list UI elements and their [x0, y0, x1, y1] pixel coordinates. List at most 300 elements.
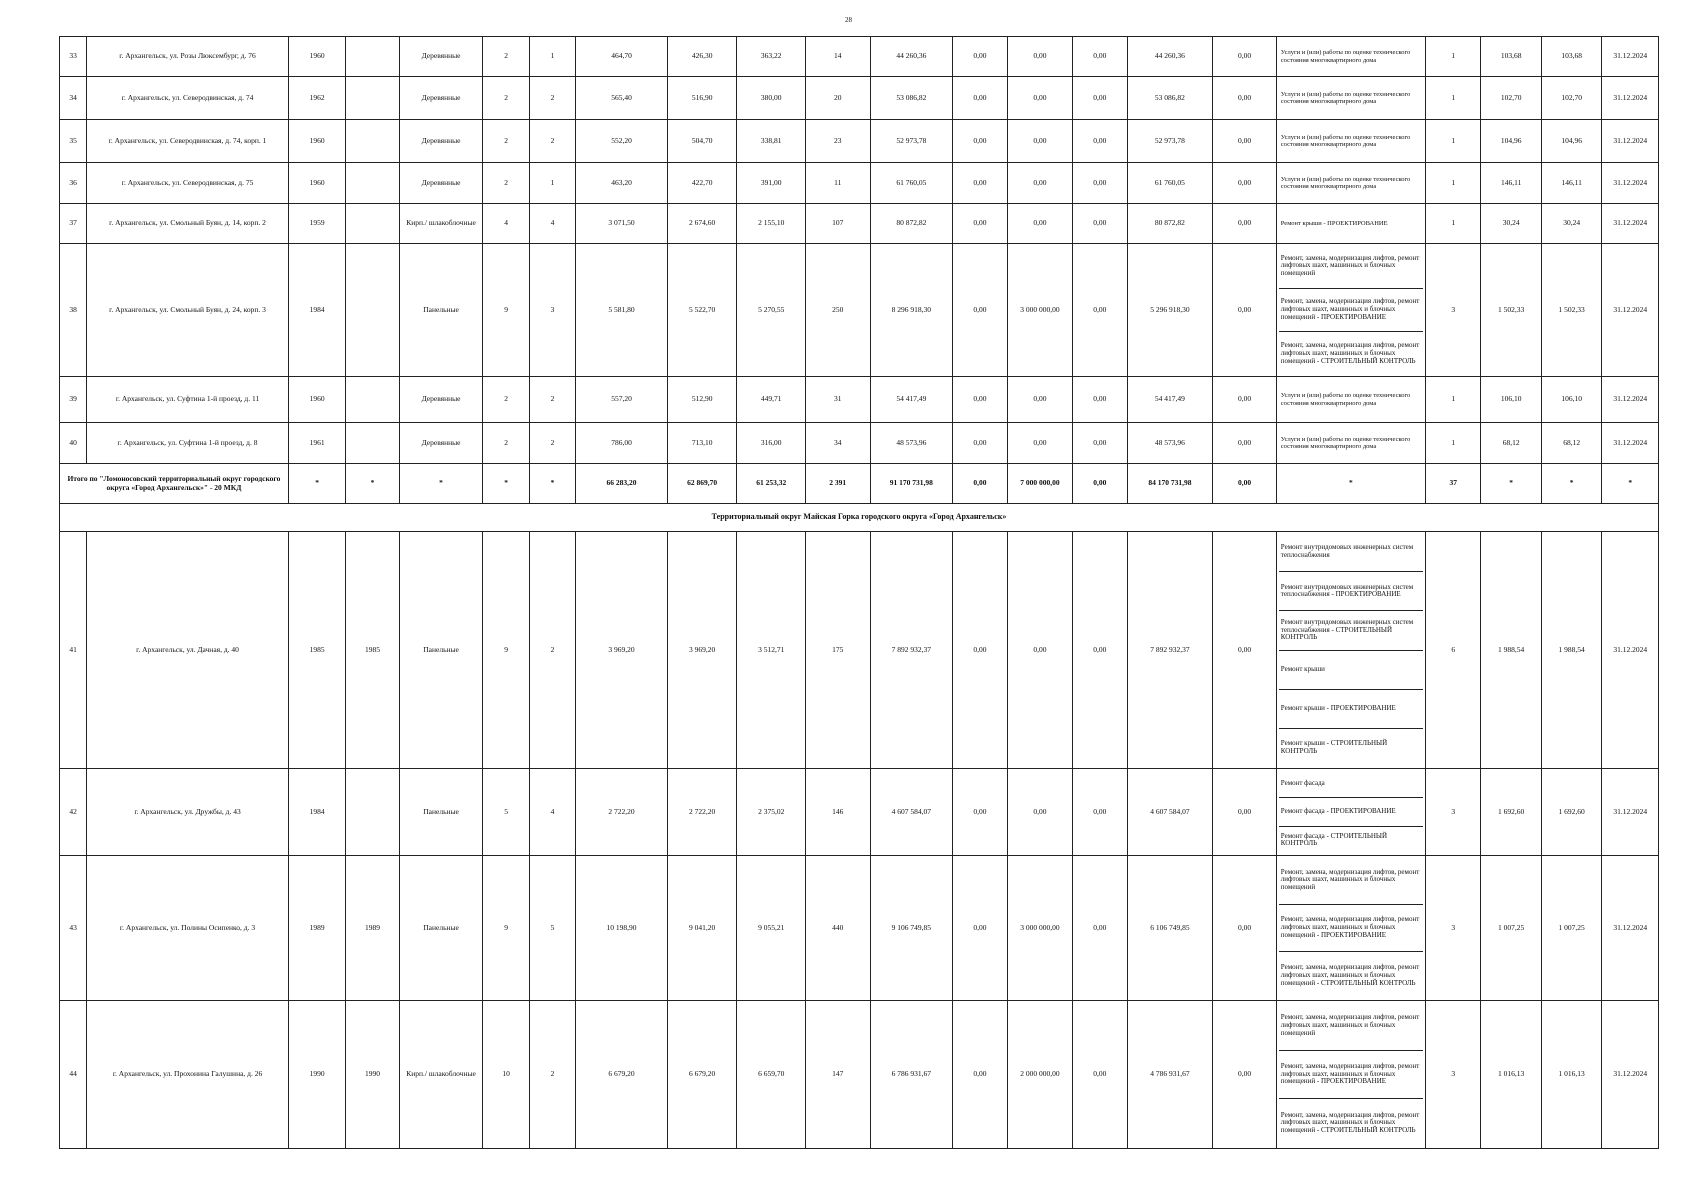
cell-deadline: 31.12.2024: [1602, 163, 1659, 204]
work-item: Услуги и (или) работы по оценке технического состояния многоквартирного дома: [1280, 392, 1411, 407]
total-row: Итого по "Ломоносовский территориальный округ городского округа «Город Архангельск»" - 20 МКД * * * * * 66 283,20 62 869,70 61 253,32 2 391 91 170 731,98 0,00 7 000 000,00 0,00 84 170 731,98 0,00 * 37 * * *: [60, 464, 1659, 504]
cell-deadline: 31.12.2024: [1602, 244, 1659, 377]
table-row: [60, 423, 1659, 464]
cell-fund-fed: 0,00: [953, 120, 1007, 163]
cell-fund-fed: 0,00: [953, 1001, 1007, 1149]
cell-entrances: 4: [529, 204, 575, 244]
cell-residents: 175: [805, 532, 870, 769]
cell-fund-reg: 0,00: [1007, 204, 1073, 244]
cell-area-premises: 5 522,70: [667, 244, 737, 377]
cell-works-count: 1: [1425, 37, 1480, 77]
work-item: Услуги и (или) работы по оценке технического состояния многоквартирного дома: [1280, 175, 1411, 190]
cell-walls: Панельные: [399, 244, 483, 377]
cell-fund-loc: 0,00: [1073, 77, 1127, 120]
cell-works-count: 1: [1425, 163, 1480, 204]
cell-year-reconstr: [346, 77, 399, 120]
cell-fund-other: 0,00: [1213, 1001, 1277, 1149]
cell-year-built: 1989: [288, 856, 345, 1001]
cell-address: г. Архангельск, ул. Дачная, д. 40: [87, 532, 289, 769]
cell-year-reconstr: 1989: [346, 856, 399, 1001]
cell-floors: 5: [483, 769, 529, 856]
cell-walls: Деревянные: [399, 163, 483, 204]
cell-max-cost: 1 988,54: [1541, 532, 1601, 769]
cell-fund-reg: 0,00: [1007, 423, 1073, 464]
cell-entrances: 1: [529, 37, 575, 77]
cell-fund-reg: 0,00: [1007, 120, 1073, 163]
cell-year-reconstr: [346, 769, 399, 856]
cell-floors: 10: [483, 1001, 529, 1149]
cell-fund-fed: 0,00: [953, 77, 1007, 120]
work-item: Ремонт, замена, модернизация лифтов, ремонт лифтовых шахт, машинных и блочных помещений - СТРОИТЕЛЬНЫЙ КОНТРОЛЬ: [1279, 951, 1423, 999]
cell-max-cost: 102,70: [1541, 77, 1601, 120]
work-item: Ремонт, замена, модернизация лифтов, ремонт лифтовых шахт, машинных и блочных помещений - СТРОИТЕЛЬНЫЙ КОНТРОЛЬ: [1279, 331, 1423, 375]
cell-n: 34: [60, 77, 87, 120]
cell-fund-loc: 0,00: [1073, 37, 1127, 77]
total-label: Итого по "Ломоносовский территориальный округ городского округа «Город Архангельск»" - 20 МКД: [60, 464, 289, 504]
work-item: Ремонт внутридомовых инженерных систем теплоснабжения: [1280, 543, 1414, 560]
cell-unit-cost: 103,68: [1481, 37, 1541, 77]
works-list: [1276, 423, 1425, 464]
work-item: Услуги и (или) работы по оценке технического состояния многоквартирного дома: [1280, 90, 1411, 105]
cell-fund-reg: 0,00: [1007, 77, 1073, 120]
cell-area-living: 391,00: [737, 163, 806, 204]
cell-deadline: 31.12.2024: [1602, 37, 1659, 77]
cell-works-count: 1: [1425, 120, 1480, 163]
table-row: [60, 377, 1659, 423]
cell-area-living: 6 659,70: [737, 1001, 806, 1149]
cell-walls: Панельные: [399, 532, 483, 769]
cell-floors: 2: [483, 163, 529, 204]
cell-year-built: 1960: [288, 37, 345, 77]
cell-address: г. Архангельск, ул. Прохонина Галушина, д. 26: [87, 1001, 289, 1149]
cell-cost-total: 52 973,78: [870, 120, 953, 163]
work-item: Ремонт фасада: [1280, 778, 1325, 787]
cell-walls: Деревянные: [399, 120, 483, 163]
cell-residents: 11: [805, 163, 870, 204]
cell-area-total: 552,20: [576, 120, 668, 163]
cell-area-total: 6 679,20: [576, 1001, 668, 1149]
cell-address: г. Архангельск, ул. Суфтина 1-й проезд, д. 8: [87, 423, 289, 464]
cell-year-built: 1984: [288, 769, 345, 856]
cell-year-built: 1962: [288, 77, 345, 120]
cell-deadline: 31.12.2024: [1602, 120, 1659, 163]
cell-works-count: 3: [1425, 856, 1480, 1001]
cell-residents: 31: [805, 377, 870, 423]
cell-unit-cost: 146,11: [1481, 163, 1541, 204]
cell-year-built: 1960: [288, 377, 345, 423]
cell-walls: Деревянные: [399, 37, 483, 77]
cell-fund-other: 0,00: [1213, 532, 1277, 769]
cell-area-premises: 2 722,20: [667, 769, 737, 856]
cell-year-reconstr: [346, 163, 399, 204]
cell-n: 42: [60, 769, 87, 856]
cell-year-reconstr: 1985: [346, 532, 399, 769]
cell-area-total: 3 071,50: [576, 204, 668, 244]
cell-cost-total: 44 260,36: [870, 37, 953, 77]
work-item: Ремонт внутридомовых инженерных систем теплоснабжения - ПРОЕКТИРОВАНИЕ: [1279, 571, 1423, 610]
cell-address: г. Архангельск, ул. Смольный Буян, д. 24, корп. 3: [87, 244, 289, 377]
cell-walls: Панельные: [399, 769, 483, 856]
cell-fund-fed: 0,00: [953, 769, 1007, 856]
table-row: [60, 77, 1659, 120]
work-item: Услуги и (или) работы по оценке технического состояния многоквартирного дома: [1280, 49, 1411, 64]
cell-fund-loc: 0,00: [1073, 163, 1127, 204]
cell-works-count: 1: [1425, 377, 1480, 423]
cell-walls: Кирп./ шлакоблочные: [399, 1001, 483, 1149]
cell-fund-fed: 0,00: [953, 856, 1007, 1001]
table-row: [60, 204, 1659, 244]
cell-unit-cost: 30,24: [1481, 204, 1541, 244]
cell-fund-owners: 48 573,96: [1127, 423, 1213, 464]
cell-residents: 250: [805, 244, 870, 377]
cell-cost-total: 53 086,82: [870, 77, 953, 120]
cell-n: 37: [60, 204, 87, 244]
cell-walls: Деревянные: [399, 77, 483, 120]
cell-floors: 9: [483, 244, 529, 377]
cell-fund-reg: 0,00: [1007, 37, 1073, 77]
cell-fund-loc: 0,00: [1073, 120, 1127, 163]
cell-area-premises: 516,90: [667, 77, 737, 120]
cell-area-living: 9 055,21: [737, 856, 806, 1001]
cell-unit-cost: 102,70: [1481, 77, 1541, 120]
cell-area-living: 2 155,10: [737, 204, 806, 244]
cell-cost-total: 6 786 931,67: [870, 1001, 953, 1149]
cell-max-cost: 1 016,13: [1541, 1001, 1601, 1149]
work-item: Ремонт, замена, модернизация лифтов, ремонт лифтовых шахт, машинных и блочных помещений - ПРОЕКТИРОВАНИЕ: [1279, 1050, 1423, 1099]
cell-floors: 2: [483, 423, 529, 464]
cell-works-count: 1: [1425, 77, 1480, 120]
cell-fund-other: 0,00: [1213, 856, 1277, 1001]
cell-fund-owners: 4 607 584,07: [1127, 769, 1213, 856]
cell-address: г. Архангельск, ул. Суфтина 1-й проезд, д. 11: [87, 377, 289, 423]
works-list: [1276, 377, 1425, 423]
cell-area-premises: 6 679,20: [667, 1001, 737, 1149]
table-row: [60, 769, 1659, 856]
cell-walls: Кирп./ шлакоблочные: [399, 204, 483, 244]
cell-area-living: 316,00: [737, 423, 806, 464]
cell-n: 43: [60, 856, 87, 1001]
cell-area-living: 2 375,02: [737, 769, 806, 856]
work-item: Услуги и (или) работы по оценке технического состояния многоквартирного дома: [1280, 435, 1411, 450]
cell-area-total: 557,20: [576, 377, 668, 423]
cell-fund-fed: 0,00: [953, 532, 1007, 769]
cell-fund-owners: 61 760,05: [1127, 163, 1213, 204]
work-item: Ремонт внутридомовых инженерных систем теплоснабжения - СТРОИТЕЛЬНЫЙ КОНТРОЛЬ: [1279, 610, 1423, 649]
total-area-premises: 62 869,70: [667, 464, 737, 504]
cell-address: г. Архангельск, ул. Северодвинская, д. 74, корп. 1: [87, 120, 289, 163]
cell-area-premises: 3 969,20: [667, 532, 737, 769]
cell-area-living: 5 270,55: [737, 244, 806, 377]
cell-fund-fed: 0,00: [953, 163, 1007, 204]
cell-n: 36: [60, 163, 87, 204]
cell-residents: 107: [805, 204, 870, 244]
cell-cost-total: 61 760,05: [870, 163, 953, 204]
cell-floors: 2: [483, 37, 529, 77]
cell-n: 38: [60, 244, 87, 377]
cell-fund-owners: 80 872,82: [1127, 204, 1213, 244]
cell-fund-other: 0,00: [1213, 77, 1277, 120]
table-row: [60, 856, 1659, 1001]
cell-year-built: 1959: [288, 204, 345, 244]
cell-area-premises: 504,70: [667, 120, 737, 163]
table-row: [60, 1001, 1659, 1149]
cell-cost-total: 4 607 584,07: [870, 769, 953, 856]
cell-works-count: 3: [1425, 1001, 1480, 1149]
work-item: Ремонт крыши - ПРОЕКТИРОВАНИЕ: [1279, 689, 1423, 728]
work-item: Ремонт, замена, модернизация лифтов, ремонт лифтовых шахт, машинных и блочных помещений: [1280, 867, 1420, 892]
cell-unit-cost: 1 502,33: [1481, 244, 1541, 377]
cell-n: 33: [60, 37, 87, 77]
cell-n: 40: [60, 423, 87, 464]
works-list: [1276, 37, 1425, 77]
cell-fund-loc: 0,00: [1073, 532, 1127, 769]
cell-deadline: 31.12.2024: [1602, 377, 1659, 423]
cell-fund-loc: 0,00: [1073, 423, 1127, 464]
cell-unit-cost: 1 988,54: [1481, 532, 1541, 769]
cell-works-count: 1: [1425, 204, 1480, 244]
cell-fund-other: 0,00: [1213, 120, 1277, 163]
cell-deadline: 31.12.2024: [1602, 1001, 1659, 1149]
section-header-row: [60, 504, 1659, 532]
cell-max-cost: 30,24: [1541, 204, 1601, 244]
cell-max-cost: 106,10: [1541, 377, 1601, 423]
cell-walls: Панельные: [399, 856, 483, 1001]
cell-unit-cost: 1 007,25: [1481, 856, 1541, 1001]
section-title: Территориальный округ Майская Горка городского округа «Город Архангельск»: [60, 504, 1659, 532]
cell-year-reconstr: [346, 244, 399, 377]
cell-cost-total: 80 872,82: [870, 204, 953, 244]
cell-area-total: 2 722,20: [576, 769, 668, 856]
cell-cost-total: 8 296 918,30: [870, 244, 953, 377]
total-cost: 91 170 731,98: [870, 464, 953, 504]
cell-address: г. Архангельск, ул. Северодвинская, д. 75: [87, 163, 289, 204]
cell-n: 35: [60, 120, 87, 163]
total-works-count: 37: [1425, 464, 1480, 504]
capital-repair-register-table: [59, 36, 1659, 1149]
cell-area-premises: 426,30: [667, 37, 737, 77]
table-row: [60, 120, 1659, 163]
cell-entrances: 2: [529, 120, 575, 163]
cell-fund-other: 0,00: [1213, 37, 1277, 77]
cell-works-count: 1: [1425, 423, 1480, 464]
works-list: [1276, 163, 1425, 204]
work-item: Ремонт крыши - ПРОЕКТИРОВАНИЕ: [1280, 219, 1388, 227]
cell-year-reconstr: [346, 120, 399, 163]
cell-fund-reg: 0,00: [1007, 377, 1073, 423]
cell-residents: 146: [805, 769, 870, 856]
cell-max-cost: 1 502,33: [1541, 244, 1601, 377]
cell-year-reconstr: [346, 37, 399, 77]
cell-cost-total: 48 573,96: [870, 423, 953, 464]
work-item: Ремонт, замена, модернизация лифтов, ремонт лифтовых шахт, машинных и блочных помещений - ПРОЕКТИРОВАНИЕ: [1279, 904, 1423, 952]
works-list: [1276, 1001, 1425, 1149]
cell-entrances: 2: [529, 77, 575, 120]
cell-fund-owners: 53 086,82: [1127, 77, 1213, 120]
cell-fund-loc: 0,00: [1073, 856, 1127, 1001]
cell-fund-other: 0,00: [1213, 377, 1277, 423]
cell-year-reconstr: [346, 377, 399, 423]
cell-address: г. Архангельск, ул. Дружбы, д. 43: [87, 769, 289, 856]
cell-year-reconstr: [346, 204, 399, 244]
cell-area-premises: 713,10: [667, 423, 737, 464]
cell-area-living: 449,71: [737, 377, 806, 423]
works-list: [1276, 120, 1425, 163]
cell-fund-owners: 6 106 749,85: [1127, 856, 1213, 1001]
cell-fund-reg: 3 000 000,00: [1007, 856, 1073, 1001]
cell-year-built: 1960: [288, 163, 345, 204]
cell-deadline: 31.12.2024: [1602, 423, 1659, 464]
works-list: [1276, 856, 1425, 1001]
work-item: Ремонт, замена, модернизация лифтов, ремонт лифтовых шахт, машинных и блочных помещений - СТРОИТЕЛЬНЫЙ КОНТРОЛЬ: [1279, 1098, 1423, 1147]
cell-fund-other: 0,00: [1213, 204, 1277, 244]
cell-n: 39: [60, 377, 87, 423]
cell-fund-other: 0,00: [1213, 163, 1277, 204]
cell-area-living: 363,22: [737, 37, 806, 77]
cell-fund-loc: 0,00: [1073, 769, 1127, 856]
cell-fund-fed: 0,00: [953, 377, 1007, 423]
cell-entrances: 1: [529, 163, 575, 204]
cell-area-premises: 9 041,20: [667, 856, 737, 1001]
cell-works-count: 3: [1425, 244, 1480, 377]
cell-area-total: 3 969,20: [576, 532, 668, 769]
cell-year-built: 1990: [288, 1001, 345, 1149]
cell-fund-owners: 7 892 932,37: [1127, 532, 1213, 769]
cell-year-built: 1984: [288, 244, 345, 377]
works-list: [1276, 769, 1425, 856]
cell-fund-fed: 0,00: [953, 244, 1007, 377]
cell-n: 41: [60, 532, 87, 769]
cell-year-built: 1960: [288, 120, 345, 163]
work-item: Ремонт, замена, модернизация лифтов, ремонт лифтовых шахт, машинных и блочных помещений: [1280, 1013, 1420, 1037]
cell-area-premises: 422,70: [667, 163, 737, 204]
cell-fund-fed: 0,00: [953, 423, 1007, 464]
cell-max-cost: 1 007,25: [1541, 856, 1601, 1001]
cell-walls: Деревянные: [399, 423, 483, 464]
cell-year-reconstr: 1990: [346, 1001, 399, 1149]
cell-fund-owners: 44 260,36: [1127, 37, 1213, 77]
cell-year-built: 1961: [288, 423, 345, 464]
cell-area-living: 3 512,71: [737, 532, 806, 769]
work-item: Ремонт крыши: [1279, 650, 1423, 689]
cell-fund-reg: 0,00: [1007, 769, 1073, 856]
cell-entrances: 2: [529, 377, 575, 423]
cell-entrances: 3: [529, 244, 575, 377]
cell-max-cost: 146,11: [1541, 163, 1601, 204]
cell-entrances: 2: [529, 423, 575, 464]
cell-fund-reg: 3 000 000,00: [1007, 244, 1073, 377]
work-item: Ремонт фасада - ПРОЕКТИРОВАНИЕ: [1279, 797, 1423, 825]
cell-n: 44: [60, 1001, 87, 1149]
work-item: Ремонт крыши - СТРОИТЕЛЬНЫЙ КОНТРОЛЬ: [1279, 728, 1423, 767]
cell-unit-cost: 68,12: [1481, 423, 1541, 464]
cell-floors: 2: [483, 377, 529, 423]
work-item: Услуги и (или) работы по оценке технического состояния многоквартирного дома: [1280, 133, 1411, 148]
cell-area-premises: 2 674,60: [667, 204, 737, 244]
work-item: Ремонт, замена, модернизация лифтов, ремонт лифтовых шахт, машинных и блочных помещений: [1280, 253, 1420, 278]
works-list: [1276, 532, 1425, 769]
table-row: [60, 37, 1659, 77]
cell-residents: 34: [805, 423, 870, 464]
cell-area-total: 5 581,80: [576, 244, 668, 377]
cell-fund-owners: 4 786 931,67: [1127, 1001, 1213, 1149]
cell-floors: 9: [483, 856, 529, 1001]
cell-fund-reg: 2 000 000,00: [1007, 1001, 1073, 1149]
work-item: Ремонт, замена, модернизация лифтов, ремонт лифтовых шахт, машинных и блочных помещений - ПРОЕКТИРОВАНИЕ: [1279, 288, 1423, 332]
cell-floors: 2: [483, 120, 529, 163]
cell-residents: 20: [805, 77, 870, 120]
table-row: [60, 532, 1659, 769]
cell-area-total: 463,20: [576, 163, 668, 204]
cell-fund-loc: 0,00: [1073, 377, 1127, 423]
cell-max-cost: 1 692,60: [1541, 769, 1601, 856]
cell-area-total: 565,40: [576, 77, 668, 120]
cell-unit-cost: 1 692,60: [1481, 769, 1541, 856]
cell-area-living: 338,81: [737, 120, 806, 163]
works-list: [1276, 77, 1425, 120]
cell-floors: 2: [483, 77, 529, 120]
cell-works-count: 6: [1425, 532, 1480, 769]
cell-year-reconstr: [346, 423, 399, 464]
work-item: Ремонт фасада - СТРОИТЕЛЬНЫЙ КОНТРОЛЬ: [1279, 826, 1423, 854]
cell-walls: Деревянные: [399, 377, 483, 423]
cell-deadline: 31.12.2024: [1602, 204, 1659, 244]
cell-address: г. Архангельск, ул. Смольный Буян, д. 14, корп. 2: [87, 204, 289, 244]
cell-works-count: 3: [1425, 769, 1480, 856]
cell-address: г. Архангельск, ул. Розы Люксембург, д. 76: [87, 37, 289, 77]
cell-fund-loc: 0,00: [1073, 244, 1127, 377]
cell-year-built: 1985: [288, 532, 345, 769]
cell-max-cost: 104,96: [1541, 120, 1601, 163]
cell-address: г. Архангельск, ул. Северодвинская, д. 74: [87, 77, 289, 120]
cell-fund-reg: 0,00: [1007, 532, 1073, 769]
total-area-total: 66 283,20: [576, 464, 668, 504]
cell-unit-cost: 104,96: [1481, 120, 1541, 163]
cell-area-total: 10 198,90: [576, 856, 668, 1001]
cell-area-total: 786,00: [576, 423, 668, 464]
cell-deadline: 31.12.2024: [1602, 856, 1659, 1001]
total-residents: 2 391: [805, 464, 870, 504]
cell-fund-fed: 0,00: [953, 204, 1007, 244]
cell-residents: 14: [805, 37, 870, 77]
cell-cost-total: 7 892 932,37: [870, 532, 953, 769]
table-row: [60, 244, 1659, 377]
cell-area-living: 380,00: [737, 77, 806, 120]
cell-fund-owners: 52 973,78: [1127, 120, 1213, 163]
cell-fund-other: 0,00: [1213, 423, 1277, 464]
cell-area-premises: 512,90: [667, 377, 737, 423]
cell-fund-owners: 5 296 918,30: [1127, 244, 1213, 377]
cell-fund-owners: 54 417,49: [1127, 377, 1213, 423]
cell-entrances: 4: [529, 769, 575, 856]
works-list: [1276, 244, 1425, 377]
cell-cost-total: 9 106 749,85: [870, 856, 953, 1001]
cell-floors: 9: [483, 532, 529, 769]
page-number: 28: [845, 16, 852, 24]
cell-floors: 4: [483, 204, 529, 244]
cell-max-cost: 68,12: [1541, 423, 1601, 464]
cell-entrances: 5: [529, 856, 575, 1001]
total-area-living: 61 253,32: [737, 464, 806, 504]
cell-cost-total: 54 417,49: [870, 377, 953, 423]
cell-unit-cost: 1 016,13: [1481, 1001, 1541, 1149]
cell-deadline: 31.12.2024: [1602, 77, 1659, 120]
works-list: [1276, 204, 1425, 244]
cell-fund-other: 0,00: [1213, 244, 1277, 377]
cell-fund-loc: 0,00: [1073, 1001, 1127, 1149]
cell-area-total: 464,70: [576, 37, 668, 77]
cell-deadline: 31.12.2024: [1602, 769, 1659, 856]
cell-residents: 23: [805, 120, 870, 163]
